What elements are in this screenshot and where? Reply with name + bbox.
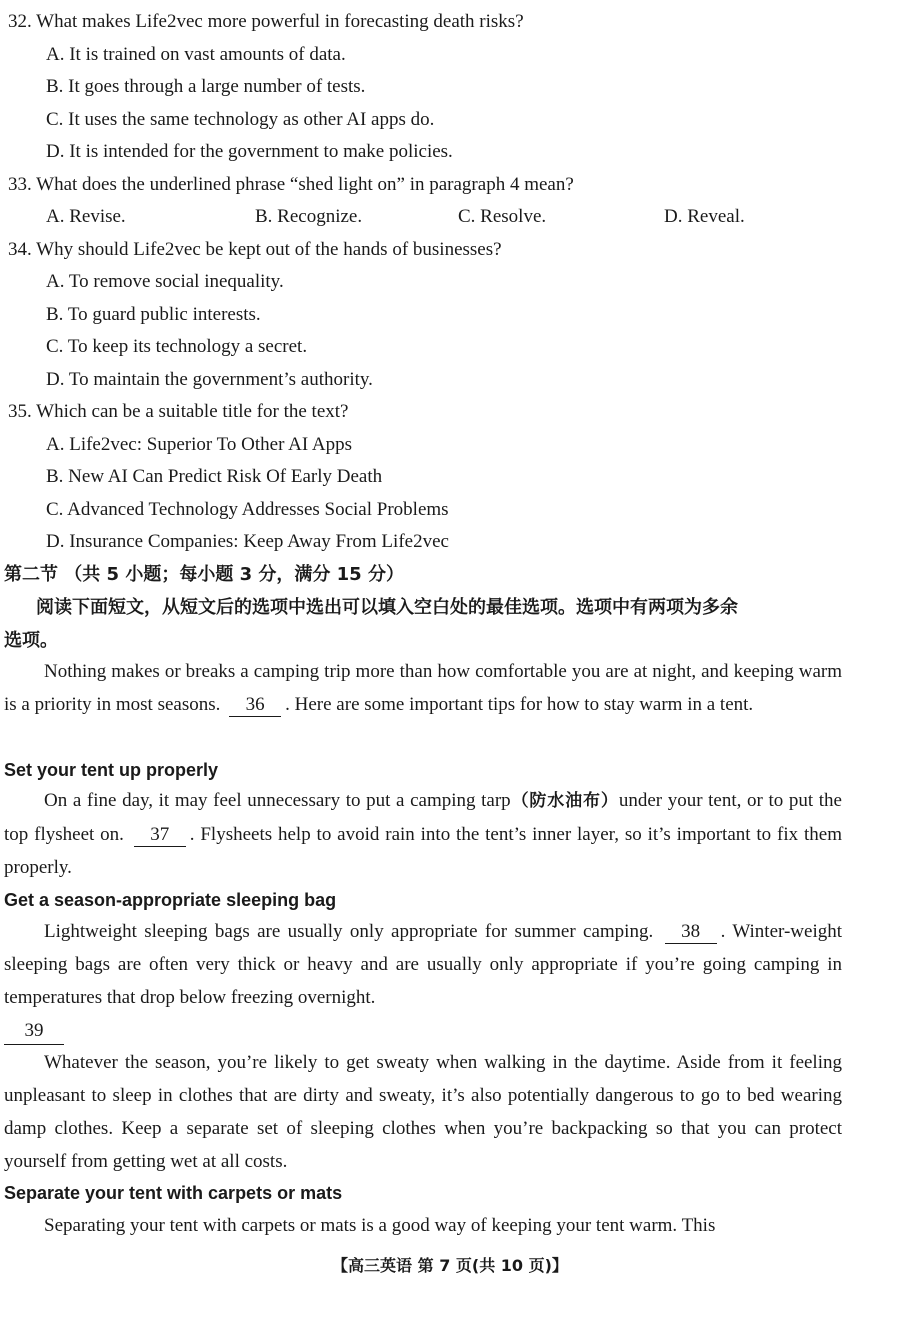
subheading-sleeping-bag: Get a season-appropriate sleeping bag — [4, 890, 337, 910]
paragraph-4-text: Whatever the season, you’re likely to get sweaty when walking in the daytime. Aside from it feeling unpleasant to sleep in clothes that are dirty and sweaty, it’s also potentially dangerous to go to bed wearing damp clothes. Keep a separate set of sleeping clothes when you’re backpacking so that you can protect yourself from getting wet at all costs. — [4, 1052, 842, 1172]
question-33-stem: 33. What does the underlined phrase “shed light on” in paragraph 4 mean? — [8, 174, 574, 195]
passage-paragraph-1 — [4, 655, 842, 721]
paragraph-2-chinese-gloss: （防水油布） — [510, 791, 619, 811]
question-35-option-d: D. Insurance Companies: Keep Away From Life2vec — [46, 531, 449, 552]
question-33-option-c: C. Resolve. — [458, 206, 547, 227]
paragraph-2-text-a: On a fine day, it may feel unnecessary to put a camping tarp — [44, 790, 511, 811]
blank-39: 39 — [4, 1018, 64, 1045]
paragraph-1-text-a: Nothing makes or breaks a camping trip more than how comfortable you are at night, and keeping warm is a priority in most seasons. — [4, 661, 842, 715]
blank-37: 37 — [134, 824, 186, 847]
question-33-options — [0, 203, 900, 231]
subheading-carpets-mats: Separate your tent with carpets or mats — [4, 1183, 343, 1203]
question-32-option-a: A. It is trained on vast amounts of data. — [46, 44, 346, 65]
question-35-option-a: A. Life2vec: Superior To Other AI Apps — [46, 434, 352, 455]
question-32-option-d: D. It is intended for the government to make policies. — [46, 141, 453, 162]
passage-paragraph-4 — [4, 1046, 842, 1178]
subheading-set-up-tent: Set your tent up properly — [4, 760, 219, 780]
question-35-option-b: B. New AI Can Predict Risk Of Early Death — [46, 466, 383, 487]
passage-paragraph-2 — [4, 784, 842, 884]
paragraph-5-text: Separating your tent with carpets or mats is a good way of keeping your tent warm. This — [44, 1215, 716, 1236]
paragraph-3-text-a: Lightweight sleeping bags are usually only appropriate for summer camping. — [44, 921, 654, 942]
section-2-instruction-line-2: 选项。 — [4, 630, 58, 651]
section-2-title: 第二节 （共 5 小题；每小题 3 分，满分 15 分） — [4, 564, 404, 585]
question-34-option-b: B. To guard public interests. — [46, 304, 261, 325]
question-33-option-b: B. Recognize. — [255, 206, 363, 227]
blank-38: 38 — [665, 921, 717, 944]
question-35-option-c: C. Advanced Technology Addresses Social Problems — [46, 499, 449, 520]
question-32-stem: 32. What makes Life2vec more powerful in forecasting death risks? — [8, 11, 524, 32]
question-35-stem: 35. Which can be a suitable title for the text? — [8, 401, 349, 422]
paragraph-2-text-c: . Flysheets help to avoid rain into the tent’s inner layer, so it’s important to fix them properly. — [4, 824, 842, 878]
question-33-option-a: A. Revise. — [46, 206, 126, 227]
question-33-option-d: D. Reveal. — [664, 206, 745, 227]
page-footer: 【高三英语 第 7 页(共 10 页)】 — [332, 1256, 568, 1275]
section-2-instruction-line-1: 阅读下面短文，从短文后的选项中选出可以填入空白处的最佳选项。选项中有两项为多余 — [36, 597, 738, 618]
blank-36: 36 — [229, 694, 281, 717]
question-32-option-b: B. It goes through a large number of tests. — [46, 76, 366, 97]
question-32-option-c: C. It uses the same technology as other AI apps do. — [46, 109, 435, 130]
question-34-option-d: D. To maintain the government’s authority. — [46, 369, 373, 390]
question-34-stem: 34. Why should Life2vec be kept out of the hands of businesses? — [8, 239, 502, 260]
paragraph-1-text-b: . Here are some important tips for how to stay warm in a tent. — [285, 694, 754, 715]
passage-paragraph-3 — [4, 915, 842, 1014]
passage-paragraph-5 — [4, 1209, 842, 1242]
paragraph-2-text-b: under your tent, or to put the top flysheet on. — [4, 790, 842, 845]
question-34-option-c: C. To keep its technology a secret. — [46, 336, 308, 357]
paragraph-3-text-b: . Winter-weight sleeping bags are often very thick or heavy and are usually only appropriate if you’re going camping in temperatures that drop below freezing overnight. — [4, 921, 842, 1008]
question-34-option-a: A. To remove social inequality. — [46, 271, 284, 292]
